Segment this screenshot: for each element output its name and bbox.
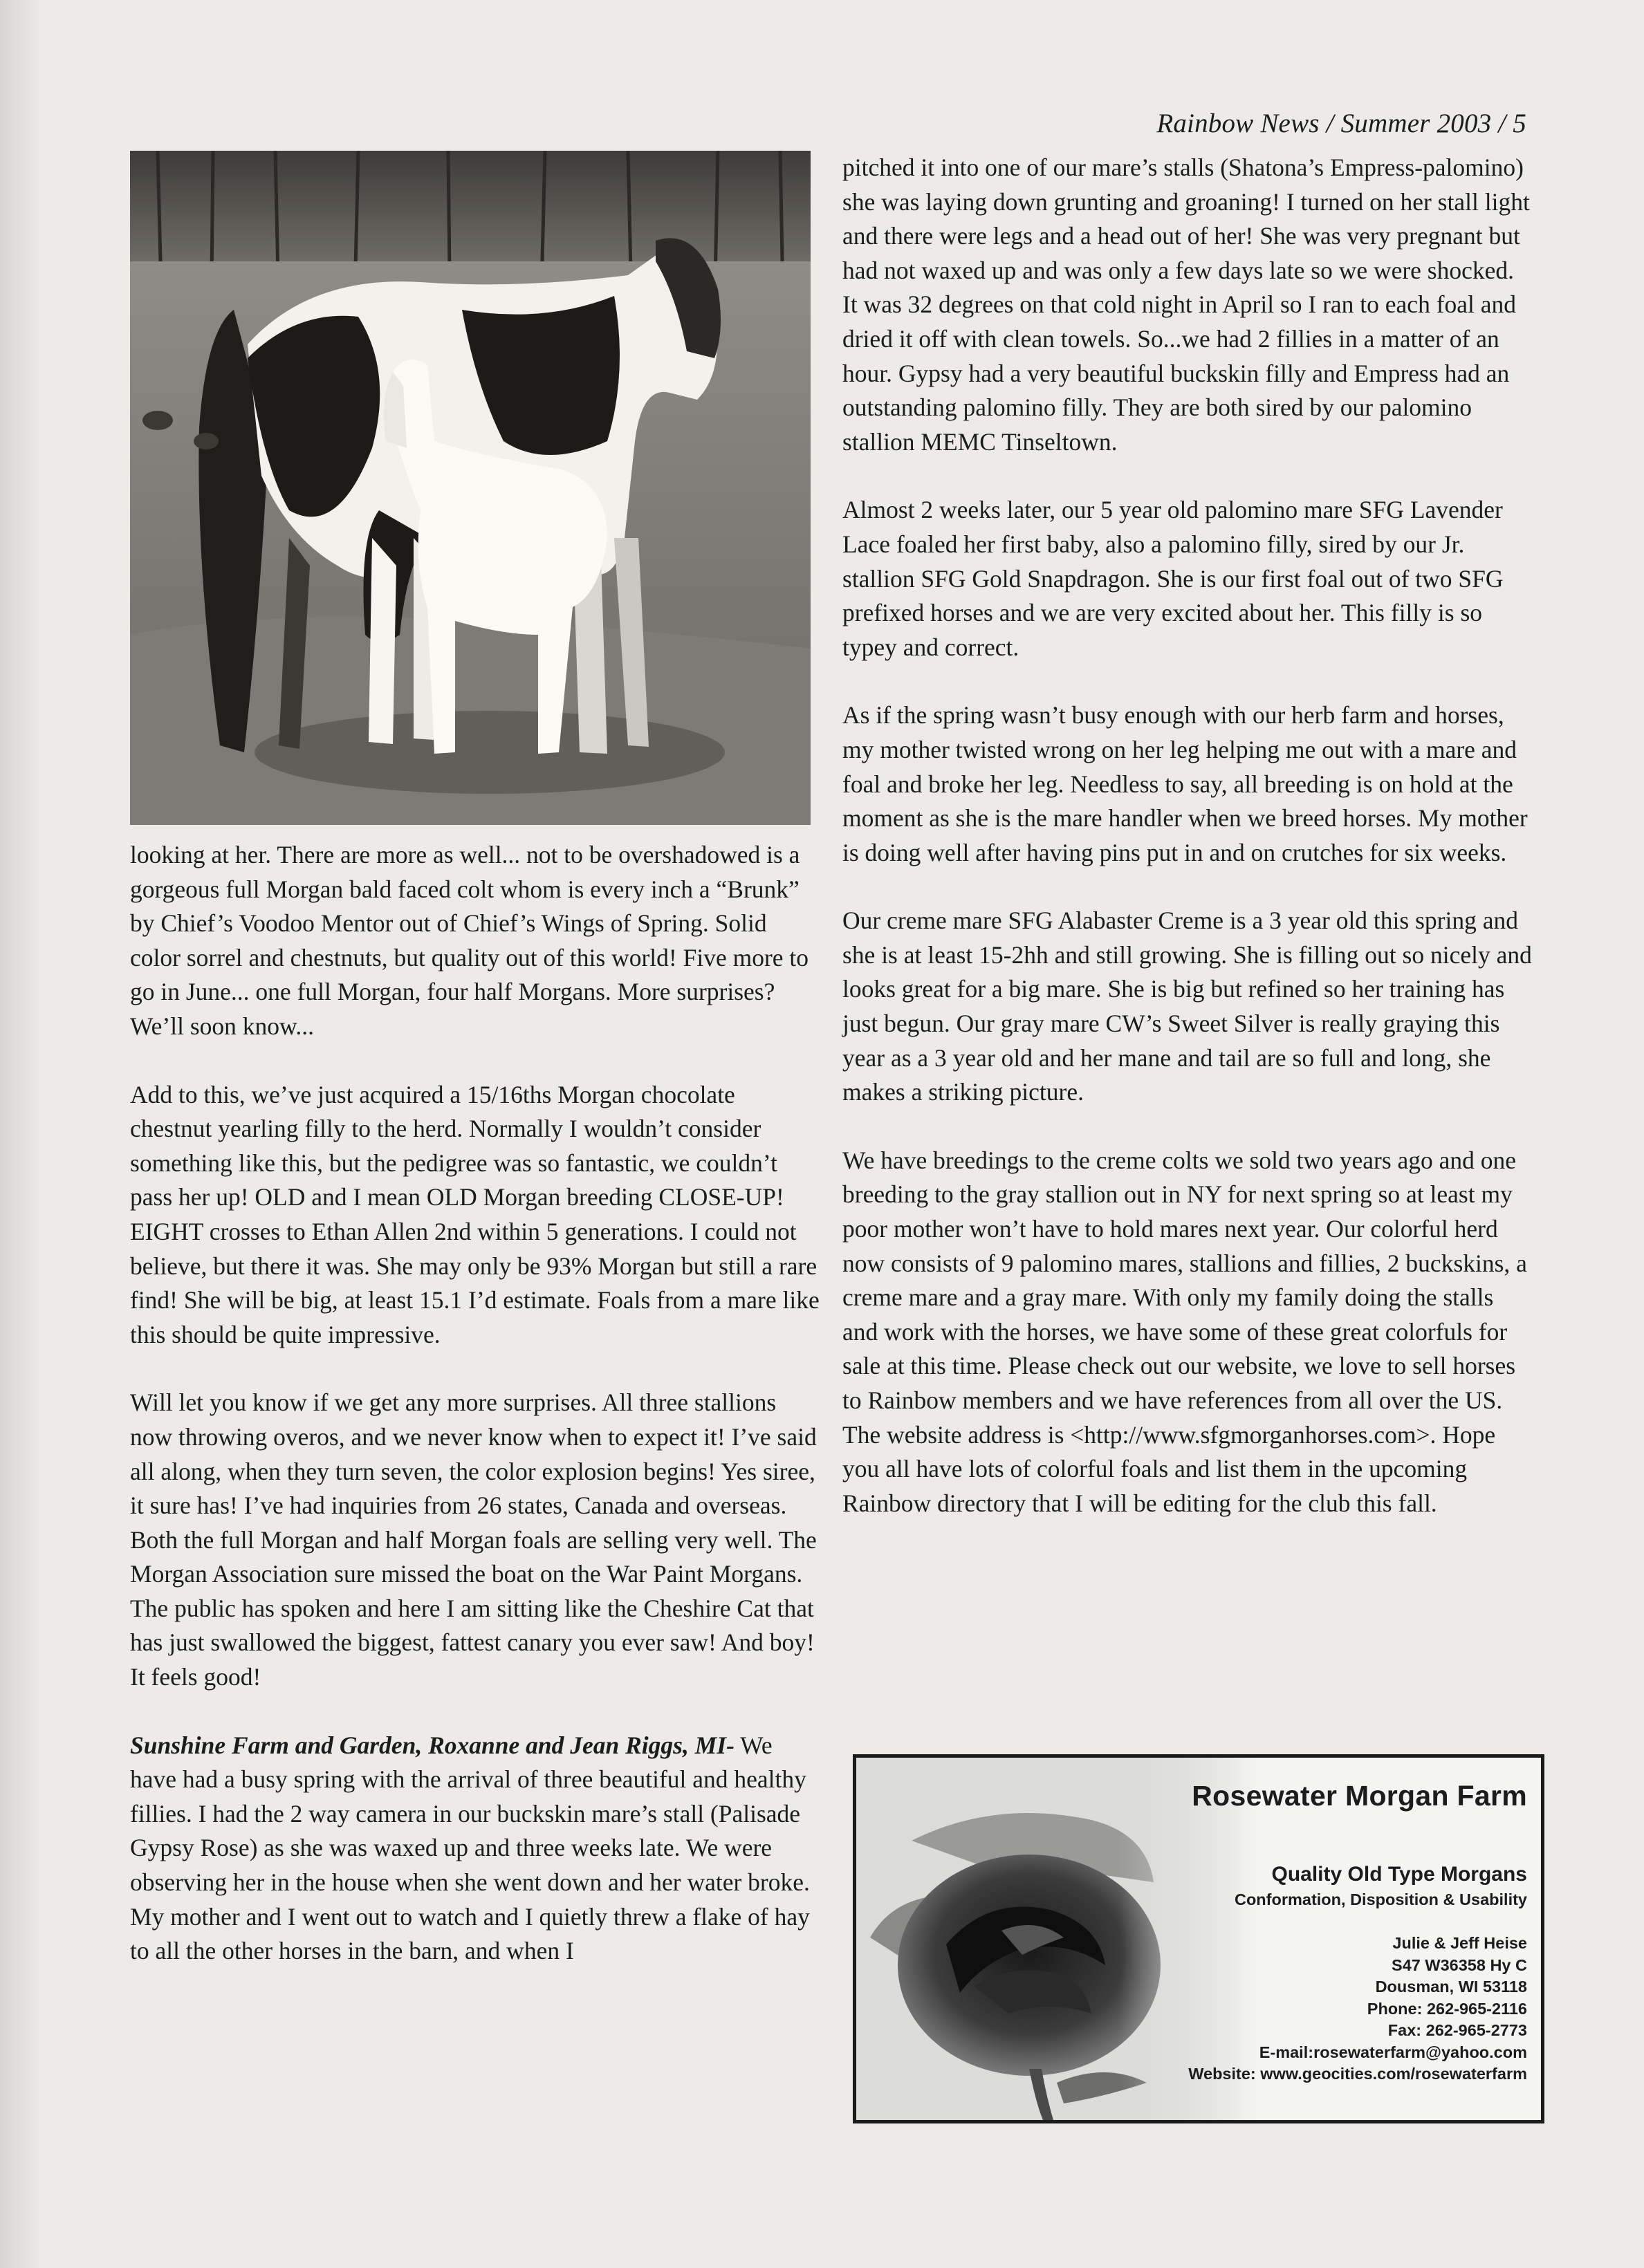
page-binding-shadow	[0, 0, 41, 2268]
sunshine-farm-paragraph	[130, 1729, 822, 1969]
ad-farm-name: Rosewater Morgan Farm	[1192, 1780, 1527, 1812]
ad-text-block	[1188, 1758, 1527, 2085]
sunshine-farm-body: We have had a busy spring with the arrival of three beautiful and healthy fillies. I had the 2 way camera in our buckskin mare’s stall (Palisade Gypsy Rose) as she was waxed up and three weeks late. We were observing her in the house when she went down and her water broke. My mother and I went out to watch and I quietly threw a flake of hay to all the other horses in the barn, and when I	[130, 1731, 810, 1965]
ad-tagline: Quality Old Type Morgans	[1271, 1863, 1527, 1886]
article-paragraph: Add to this, we’ve just acquired a 15/16ths Morgan chocolate chestnut yearling filly to the herd. Normally I wouldn’t consider something like this, but the pedigree was so fantastic, we couldn’t pass her up! OLD and I mean OLD Morgan breeding CLOSE-UP! EIGHT crosses to Ethan Allen 2nd within 5 generations. I could not believe, but there it was. She may only be 93% Morgan but still a rare find! She will be big, at least 15.1 I’d estimate. Foals from a mare like this should be quite impressive.	[130, 1080, 820, 1348]
ad-email: E-mail:rosewaterfarm@yahoo.com	[1259, 2043, 1527, 2061]
article-paragraph: pitched it into one of our mare’s stalls (Shatona’s Empress-palomino) she was laying down grunting and groaning! I turned on her stall light and there were legs and a head out of her! She was very pregnant but had not waxed up and was only a few days late so we were shocked. It was 32 degrees on that cold night in April so I ran to each foal and dried it off with clean towels. So...we had 2 fillies in a matter of an hour. Gypsy had a very beautiful buckskin filly and Empress had an outstanding palomino filly. They are both sired by our palomino stallion MEMC Tinseltown.	[842, 154, 1530, 456]
ad-owners: Julie & Jeff Heise	[1392, 1934, 1527, 1952]
article-paragraph: We have breedings to the creme colts we sold two years ago and one breeding to the gray stallion out in NY for next spring so at least my poor mother won’t have to hold mares next year. Our colorful herd now consists of 9 palomino mares, stallions and fillies, 2 buckskins, a creme mare and a gray mare. With only my family doing the stalls and work with the horses, we have some of these great colorfuls for sale at this time. Please check out our website, we love to sell horses to Rainbow members and we have references from all over the US. The website address is <http://www.sfgmorganhorses.com>. Hope you all have lots of colorful foals and list them in the upcoming Rainbow directory that I will be editing for the club this fall.	[842, 1146, 1527, 1517]
running-head: Rainbow News / Summer 2003 / 5	[1156, 109, 1526, 138]
ad-street: S47 W36358 Hy C	[1392, 1955, 1527, 1974]
ad-phone: Phone: 262-965-2116	[1367, 1999, 1527, 2018]
ad-city: Dousman, WI 53118	[1375, 1978, 1527, 1996]
ad-website: Website: www.geocities.com/rosewaterfarm	[1188, 2065, 1527, 2083]
article-paragraph: Our creme mare SFG Alabaster Creme is a 3 year old this spring and she is at least 15-2hh and still growing. She is filling out so nicely and looks great for a big mare. She is big but refined so her training has just begun. Our gray mare CW’s Sweet Silver is really graying this year as a 3 year old and her mane and tail are so full and long, she makes a striking picture.	[842, 907, 1532, 1106]
ad-subtagline: Conformation, Disposition & Usability	[1234, 1890, 1527, 1908]
article-paragraph: Almost 2 weeks later, our 5 year old palomino mare SFG Lavender Lace foaled her first baby, also a palomino filly, sired by our Jr. stallion SFG Gold Snapdragon. She is our first foal out of two SFG prefixed horses and we are very excited about her. This filly is so typey and correct.	[842, 496, 1504, 661]
left-column	[130, 838, 822, 1969]
sunshine-farm-lead: Sunshine Farm and Garden, Roxanne and Jean Riggs, MI-	[130, 1731, 735, 1759]
horse-photo	[130, 151, 811, 825]
article-paragraph: As if the spring wasn’t busy enough with our herb farm and horses, my mother twisted wrong on her leg helping me out with a mare and foal and broke her leg. Needless to say, all breeding is on hold at the moment as she is the mare handler when we breed horses. My mother is doing well after having pins put in and on crutches for six weeks.	[842, 701, 1528, 866]
article-paragraph: looking at her. There are more as well... not to be overshadowed is a gorgeous full Morgan bald faced colt whom is every inch a “Brunk” by Chief’s Voodoo Mentor out of Chief’s Wings of Spring. Solid color sorrel and chestnuts, but quality out of this world! Five more to go in June... one full Morgan, four half Morgans. More surprises? We’ll soon know...	[130, 841, 809, 1040]
rosewater-morgan-farm-ad	[853, 1754, 1544, 2123]
ad-contact-info	[1188, 1933, 1527, 2085]
horse-photo-illustration	[130, 151, 811, 825]
article-paragraph: Will let you know if we get any more surprises. All three stallions now throwing overos, and we never know when to expect it! I’ve said all along, when they turn seven, the color explosion begins! Yes siree, it sure has! I’ve had inquiries from 26 states, Canada and overseas. Both the full Morgan and half Morgan foals are selling very well. The Morgan Association sure missed the boat on the War Paint Morgans. The public has spoken and here I am sitting like the Cheshire Cat that has just swallowed the biggest, fattest canary you ever saw! And boy! It feels good!	[130, 1388, 817, 1691]
ad-fax: Fax: 262-965-2773	[1387, 2021, 1527, 2039]
right-column	[842, 151, 1534, 1521]
